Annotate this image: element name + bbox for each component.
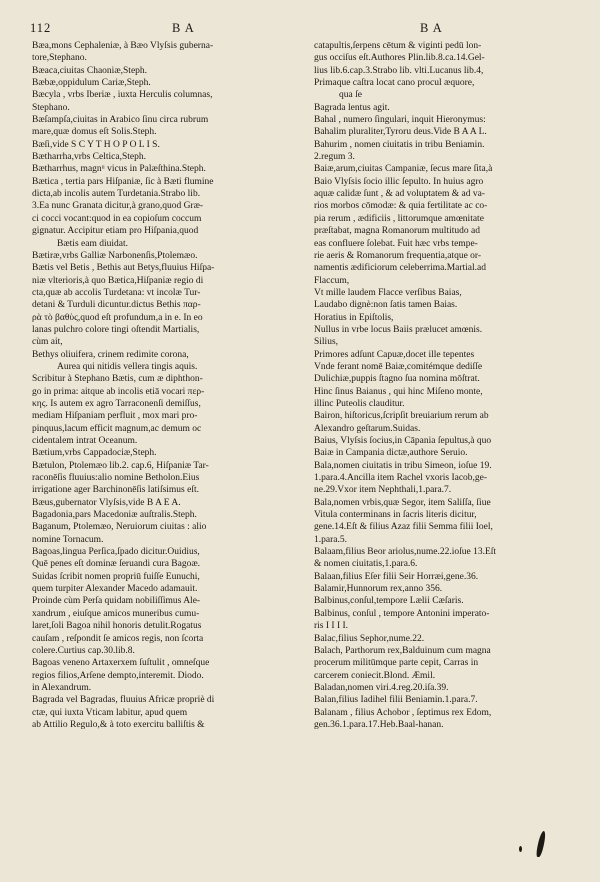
text-line: Bagadonia,pars Macedoniæ auſtralis.Steph. xyxy=(32,510,197,521)
text-line: Bæſampſa,ciuitas in Arabico ſinu circa rubrum xyxy=(32,115,209,126)
text-line: Nullus in vrbe locus Baiis prælucet amœnis. xyxy=(314,324,483,335)
text-line: Bætiræ,vrbs Galliæ Narbonenſis,Ptolemæo. xyxy=(32,250,198,261)
text-line: Alexandro geſtarum.Suidas. xyxy=(314,423,421,434)
text-line: Bætis eam diuidat. xyxy=(57,238,128,249)
text-line: 1.para.5. xyxy=(314,534,347,545)
text-line: Baladan,nomen viri.4.reg.20.iſa.39. xyxy=(314,682,449,693)
text-line: Bæcyla , vrbs Iberiæ , iuxta Herculis columnas, xyxy=(32,90,213,101)
text-line: Vitula conterminans in ſacris literis dicitur, xyxy=(314,510,477,521)
running-head-right: B A xyxy=(420,21,443,35)
text-line: qua ſe xyxy=(339,90,362,101)
text-line: ab Attilio Regulo,& à toto exercitu balliſtis & xyxy=(32,719,205,730)
text-line: mediam Hiſpaniam perfluit , mox mari pro- xyxy=(32,411,198,422)
text-line: rie aeris & Romanorum frequentia,atque or- xyxy=(314,250,482,261)
text-line: gignatur. Accipitur etiam pro Hiſpania,quod xyxy=(32,226,199,237)
text-line: Flaccum, xyxy=(314,275,350,286)
text-line: cidentalem intrat Oceanum. xyxy=(32,436,138,446)
text-line: Bagrada lentus agit. xyxy=(314,102,390,113)
text-line: Bahurim , nomen ciuitatis in tribu Beniamin. xyxy=(314,139,485,150)
text-line: Bætulon, Ptolemæo lib.2. cap.6, Hiſpaniæ Tar- xyxy=(32,460,209,471)
text-line: Proinde cùm Perſa quidam nobiliſſimus Ale- xyxy=(32,596,201,607)
text-line: Bagoas,lingua Perſica,ſpado dicitur.Ouidius, xyxy=(32,547,200,558)
text-line: Primores adſunt Capuæ,docet ille tepentes xyxy=(314,349,475,360)
text-line: Bæus,gubernator Vlyſsis,vide B A E A. xyxy=(32,497,181,508)
text-line: illinc Puteolis clauditur. xyxy=(314,398,405,409)
text-line: Bahal , numero ſingulari, inquit Hieronymus: xyxy=(314,115,486,126)
text-line: Baiæ,arum,ciuitas Campaniæ, ſecus mare ſita,à xyxy=(314,164,493,175)
text-line: aquæ calidæ ſunt , & ad voluptatem & ad va- xyxy=(314,189,485,200)
text-line: Vnde ferant nomē Baiæ,comitémque dediſſe xyxy=(314,361,483,372)
left-column xyxy=(32,40,316,731)
text-line: niæ vlterioris,à quo Bætica,Hiſpaniæ regio di xyxy=(32,275,204,286)
text-line: Baiæ in Campania dictæ,authore Seruio. xyxy=(314,448,468,459)
text-line: tore,Stephano. xyxy=(32,53,87,64)
text-line: Balan,filius Iadihel filii Beniamin.1.para.7. xyxy=(314,695,478,706)
text-line: ctæ, qui iuxta Vticam labitur, apud quem xyxy=(32,707,188,718)
text-line: detani & Turduli dicuntur.dictus Bethis παρ- xyxy=(32,300,201,311)
text-line: Balbinus, conſul , tempore Antonini imperato- xyxy=(314,608,490,619)
text-line: carcerem coniecit.Blond. Æmil. xyxy=(314,670,436,681)
text-line: Vt mille laudem Flacce verſibus Baias, xyxy=(314,287,462,298)
text-line: eas confluere ſolebat. Fuit hæc vrbs tempe- xyxy=(314,238,478,249)
text-line: præſtabat, magna Romanorum multitudo ad xyxy=(314,226,480,237)
text-line: Bala,nomen ciuitatis in tribu Simeon, ioſue 19. xyxy=(314,460,492,471)
text-line: lius lib.6.cap.3.Strabo lib. vlti.Lucanus lib.4, xyxy=(314,65,484,76)
text-line: ne.29.Vxor item Nephthali,1.para.7. xyxy=(314,485,452,496)
text-line: Bætharrha,vrbs Celtica,Steph. xyxy=(32,152,146,163)
text-line: pinquus,lacum efficit magnum,ac demum oc xyxy=(32,423,202,434)
text-line: go in prima: aitque ab incolis etiā vocari περ- xyxy=(32,386,205,397)
text-line: Bætium,vrbs Cappadociæ,Steph. xyxy=(32,448,157,459)
text-line: Bethys oliuifera, crinem redimite corona, xyxy=(32,349,189,360)
text-line: colere.Curtius cap.30.lib.8. xyxy=(32,645,135,656)
text-line: ris I I I I. xyxy=(314,621,349,632)
text-line: mare,quæ domus eſt Solis.Steph. xyxy=(32,127,157,138)
text-line: dicta,ab incolis autem Turdetania.Strabo lib. xyxy=(32,189,201,200)
page-number: 112 xyxy=(30,21,52,35)
text-line: Balac,filius Sephor,nume.22. xyxy=(314,633,425,644)
text-line: Silius, xyxy=(314,337,339,348)
text-line: Quē penes eſt dominæ ſeruandi cura Bagoæ. xyxy=(32,559,201,570)
text-line: Suidas ſcribit nomen propriū fuiſſe Eunuchi, xyxy=(32,571,200,582)
running-head-left: B A xyxy=(172,21,195,35)
text-line: Bætharrhus, magnᵘ vicus in Palæſthina.Steph. xyxy=(32,164,206,175)
text-line: pia rerum , ædificiis , littorumque amœnitate xyxy=(314,213,484,224)
text-line: 2.regum 3. xyxy=(314,152,355,163)
text-line: cauſam , reſpondit ſe amicos regis, non ſcorta xyxy=(32,633,204,644)
text-line: Bætica , tertia pars Hiſpaniæ, ſic à Bæti flumine xyxy=(32,176,214,187)
text-line: catapultis,ſerpens cētum & viginti pedū lon- xyxy=(314,41,482,51)
text-line: Dulichiæ,puppis ſtagno ſua nomina mōſtrat. xyxy=(314,374,480,385)
text-line: ci cocci vocant:quod in ea copioſum coccum xyxy=(32,213,202,224)
text-line: Baio Vlyſsis ſocio illic ſepulto. In huius agro xyxy=(314,176,484,187)
text-line: irrigatione ager Barchinonēſis latiſsimus eſt. xyxy=(32,485,199,496)
text-line: Bagoas veneno Artaxerxem ſuſtulit , omneſque xyxy=(32,658,210,669)
text-line: ρὰ τὸ βαθὺς,quod eſt profundum,a in e. In eo xyxy=(32,312,203,323)
text-line: Bætis vel Betis , Bethis aut Betys,fluuius Hiſpa- xyxy=(32,263,215,274)
text-line: Aurea qui nitidis vellera tingis aquis. xyxy=(57,361,198,372)
text-line: Bæbæ,oppidulum Cariæ,Steph. xyxy=(32,78,151,89)
text-line: Primaque caſtra locat cano procul æquore, xyxy=(314,78,475,89)
text-line: xandrum , eiuſque amicos muneribus cumu- xyxy=(32,608,200,619)
text-line: Bæaca,ciuitas Chaoniæ,Steph. xyxy=(32,65,148,76)
text-line: Laudabo dignè:non ſatis tamen Baias. xyxy=(314,300,458,311)
text-line: Bairon, hiſtoricus,ſcripſit breuiarium rerum ab xyxy=(314,411,489,422)
ink-mark xyxy=(519,846,522,852)
text-line: 1.para.4.Ancilla item Rachel vxoris Iacob,ge- xyxy=(314,473,488,484)
text-line: raconēſis fluuius:alio nomine Betholon.Eius xyxy=(32,473,200,484)
text-line: lanas pulchro colore tingi oſtendit Martialis, xyxy=(32,324,200,335)
text-line: gus occiſus eſt.Authores Plin.lib.8.ca.14.Gel- xyxy=(314,53,485,64)
text-line: Balamir,Hunnorum rex,anno 356. xyxy=(314,584,443,595)
text-line: Horatius in Epiſtolis, xyxy=(314,312,394,323)
text-line: Balanam , filius Achobor , ſeptimus rex Edom, xyxy=(314,707,492,718)
text-line: nomine Tornacum. xyxy=(32,534,104,545)
text-line: Baius, Vlyſsis ſocius,in Cāpania ſepultus,à quo xyxy=(314,436,492,446)
text-line: Balach, Parthorum rex,Balduinum cum magna xyxy=(314,645,491,656)
text-line: Bæſi,vide S C Y T H O P O L I S. xyxy=(32,139,160,150)
text-line: in Alexandrum. xyxy=(32,682,92,693)
text-line: regios filios,Arſene dempto,interemit. Diodo. xyxy=(32,670,204,681)
text-line: quem turpiter Alexander Macedo adamauit. xyxy=(32,584,198,595)
text-line: Scribitur à Stephano Bætis, cum æ diphthon- xyxy=(32,374,203,385)
text-line: 3.Ea nunc Granata dicitur,à grano,quod Græ- xyxy=(32,201,204,212)
text-line: rios morbos cōmodæ: & quia fertilitate ac co- xyxy=(314,201,488,212)
text-line: Balbinus,conſul,tempore Lælii Cæſaris. xyxy=(314,596,464,607)
text-line: cta,quæ ab accolis Turdetana: vt incolæ Tur- xyxy=(32,287,201,298)
text-line: gen.36.1.para.17.Heb.Baal-hanan. xyxy=(314,719,444,730)
text-line: Bahalim pluraliter,Tyroru deus.Vide B A A L. xyxy=(314,127,487,138)
text-line: Baganum, Ptolemæo, Neruiorum ciuitas : alio xyxy=(32,522,207,533)
text-line: Bæa,mons Cephaleniæ, à Bæo Vlyſsis guberna- xyxy=(32,41,214,51)
text-line: κης. Is autem ex agro Tarraconenſi demiſſus, xyxy=(32,398,201,409)
text-line: Balaam,filius Beor ariolus,nume.22.ioſue 13.Eſt xyxy=(314,547,497,558)
text-line: gene.14.Eſt & filius Azaz filii Semma filii Ioel, xyxy=(314,522,493,533)
text-line: procerum militūmque parte cepit, Carras in xyxy=(314,658,479,669)
right-column xyxy=(314,40,598,731)
text-line: & nomen ciuitatis,1.para.6. xyxy=(314,559,418,570)
text-line: Bagrada vel Bagradas, fluuius Africæ propriè di xyxy=(32,695,215,706)
text-line: namentis ædificiorum celeberrima.Martial.ad xyxy=(314,263,486,274)
text-line: Bala,nomen vrbis,quæ Segor, item Saliſſa, ſiue xyxy=(314,497,491,508)
text-line: laret,ſoli Bagoa nihil honoris detulit.Rogatus xyxy=(32,621,202,632)
ink-blot xyxy=(535,831,547,857)
text-line: Stephano. xyxy=(32,102,70,113)
text-line: cùm ait, xyxy=(32,337,63,348)
text-line: Hinc ſinus Baianus , qui hinc Miſeno monte, xyxy=(314,386,483,397)
text-line: Balaan,filius Eſer filii Seir Horræi,gene.36. xyxy=(314,571,479,582)
